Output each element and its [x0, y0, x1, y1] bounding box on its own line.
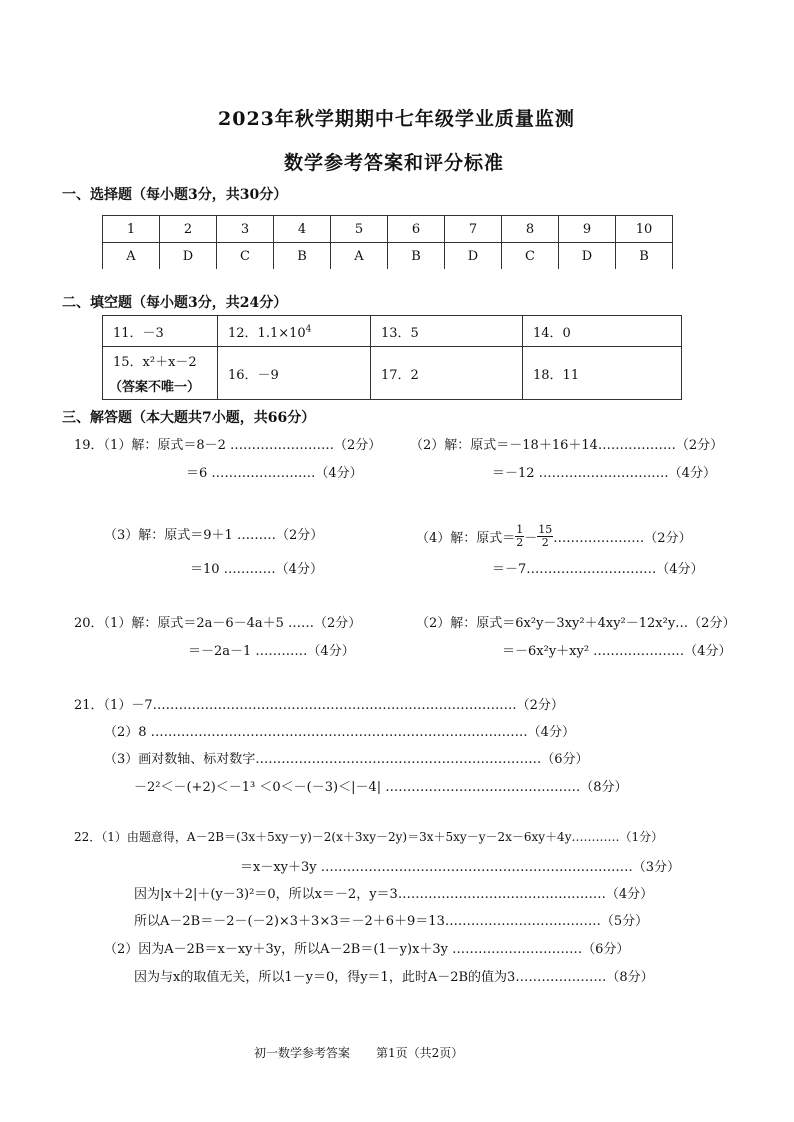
section-heading-2: 二、填空题（每小题3分，共24分）: [62, 295, 288, 311]
section-heading-1: 一、选择题（每小题3分，共30分）: [62, 187, 288, 203]
table-cell: 11．－3: [103, 316, 218, 347]
table-cell: 10: [616, 216, 673, 243]
table-row: [103, 243, 673, 270]
table-cell: D: [160, 243, 217, 270]
q21-line: 21．（1）－7…………………………………………………………………………（2分）: [74, 698, 564, 713]
table-cell: 6: [388, 216, 445, 243]
table-cell: 7: [445, 216, 502, 243]
page-subtitle: 数学参考答案和评分标准: [284, 152, 505, 174]
table-row: [103, 216, 673, 243]
table-cell: D: [445, 243, 502, 270]
q19-line: ＝－12 …………………………（4分）: [492, 466, 716, 481]
q19-line: ＝10 …………（4分）: [190, 562, 323, 577]
q22-line: 因为与x的取值无关，所以1－y＝0，得y＝1，此时A－2B的值为3…………………（8分）: [134, 970, 654, 985]
table-cell: 1: [103, 216, 160, 243]
q19-line: [416, 524, 692, 549]
table-cell: D: [559, 243, 616, 270]
table-cell: 5: [331, 216, 388, 243]
q19-line: ＝6 ……………………（4分）: [186, 466, 363, 481]
footer-page-number: 第1页（共2页）: [376, 1046, 464, 1060]
multiple-choice-table: [102, 215, 673, 269]
section-heading-3: 三、解答题（本大题共7小题，共66分）: [62, 410, 316, 426]
q22-line: 所以A－2B＝－2－(－2)×3＋3×3＝－2＋6＋9＝13………………………………（5分）: [134, 914, 649, 929]
q22-line: ＝x－xy＋3y ………………………………………………………………（3分）: [240, 860, 681, 875]
table-row: [103, 347, 682, 400]
numerator: 1: [516, 523, 524, 536]
q19-line: ＝－7…………………………（4分）: [492, 562, 704, 577]
table-cell: B: [388, 243, 445, 270]
q22-line: 因为|x＋2|＋(y－3)²＝0，所以x＝－2，y＝3…………………………………………（4分）: [134, 887, 654, 902]
fraction: [537, 524, 553, 549]
table-cell: 13．5: [371, 316, 523, 347]
table-cell: 17．2: [371, 347, 523, 400]
table-cell: 14．0: [523, 316, 682, 347]
page-title: 2023年秋学期期中七年级学业质量监测: [218, 108, 575, 130]
fill-blank-table: [102, 315, 682, 400]
denominator: 2: [516, 536, 524, 549]
q20-line: 20．（1）解：原式＝2a－6－4a＋5 ……（2分）: [74, 616, 362, 631]
q19-line: （2）解：原式＝－18＋16＋14………………（2分）: [410, 438, 724, 453]
cell-text: 12．1.1×10: [228, 325, 306, 341]
footer-left: 初一数学参考答案: [254, 1046, 351, 1060]
table-cell: 9: [559, 216, 616, 243]
q20-line: ＝－2a－1 …………（4分）: [188, 644, 355, 659]
table-row: [103, 316, 682, 347]
table-cell: [218, 316, 371, 347]
q19-line: 19．（1）解：原式＝8－2 ……………………（2分）: [74, 438, 382, 453]
fraction: [515, 524, 524, 549]
table-cell: 2: [160, 216, 217, 243]
q19-line: （3）解：原式＝9＋1 ………（2分）: [104, 528, 324, 543]
table-cell: C: [217, 243, 274, 270]
exponent: 4: [305, 324, 312, 335]
table-cell: C: [502, 243, 559, 270]
table-cell: 3: [217, 216, 274, 243]
table-cell: 18．11: [523, 347, 682, 400]
q20-line: ＝－6x²y＋xy² …………………（4分）: [502, 644, 732, 659]
table-cell: 16．－9: [218, 347, 371, 400]
table-cell: 8: [502, 216, 559, 243]
q21-line: （2）8 ……………………………………………………………………………（4分）: [104, 725, 575, 740]
table-cell: 4: [274, 216, 331, 243]
cell-note: （答案不唯一）: [109, 380, 201, 395]
q22-line: （2）因为A－2B＝x－xy＋3y，所以A－2B＝(1－y)x＋3y …………………………（6分）: [104, 942, 630, 957]
denominator: 2: [541, 536, 549, 549]
q21-line: －2²＜－(+2)＜－1³ ＜0＜－(－3)＜|－4| ………………………………………（8分）: [134, 780, 628, 795]
q21-line: （3）画对数轴、标对数字…………………………………………………………（6分）: [104, 752, 589, 767]
table-cell: B: [274, 243, 331, 270]
line-text: …………………（2分）: [553, 531, 692, 546]
line-text: －: [524, 531, 538, 546]
numerator: 15: [538, 523, 553, 536]
table-cell: A: [331, 243, 388, 270]
table-cell: [103, 347, 218, 400]
cell-text: 15．x²＋x－2: [113, 355, 197, 370]
table-cell: B: [616, 243, 673, 270]
q20-line: （2）解：原式＝6x²y－3xy²＋4xy²－12x²y…（2分）: [416, 616, 736, 631]
table-cell: A: [103, 243, 160, 270]
line-text: （4）解：原式＝: [416, 531, 516, 546]
q22-line: 22．（1）由题意得，A－2B＝(3x＋5xy－y)－2(x＋3xy－2y)＝3x＋5xy－y－2x－6xy＋4y…………（1分）: [74, 830, 664, 844]
